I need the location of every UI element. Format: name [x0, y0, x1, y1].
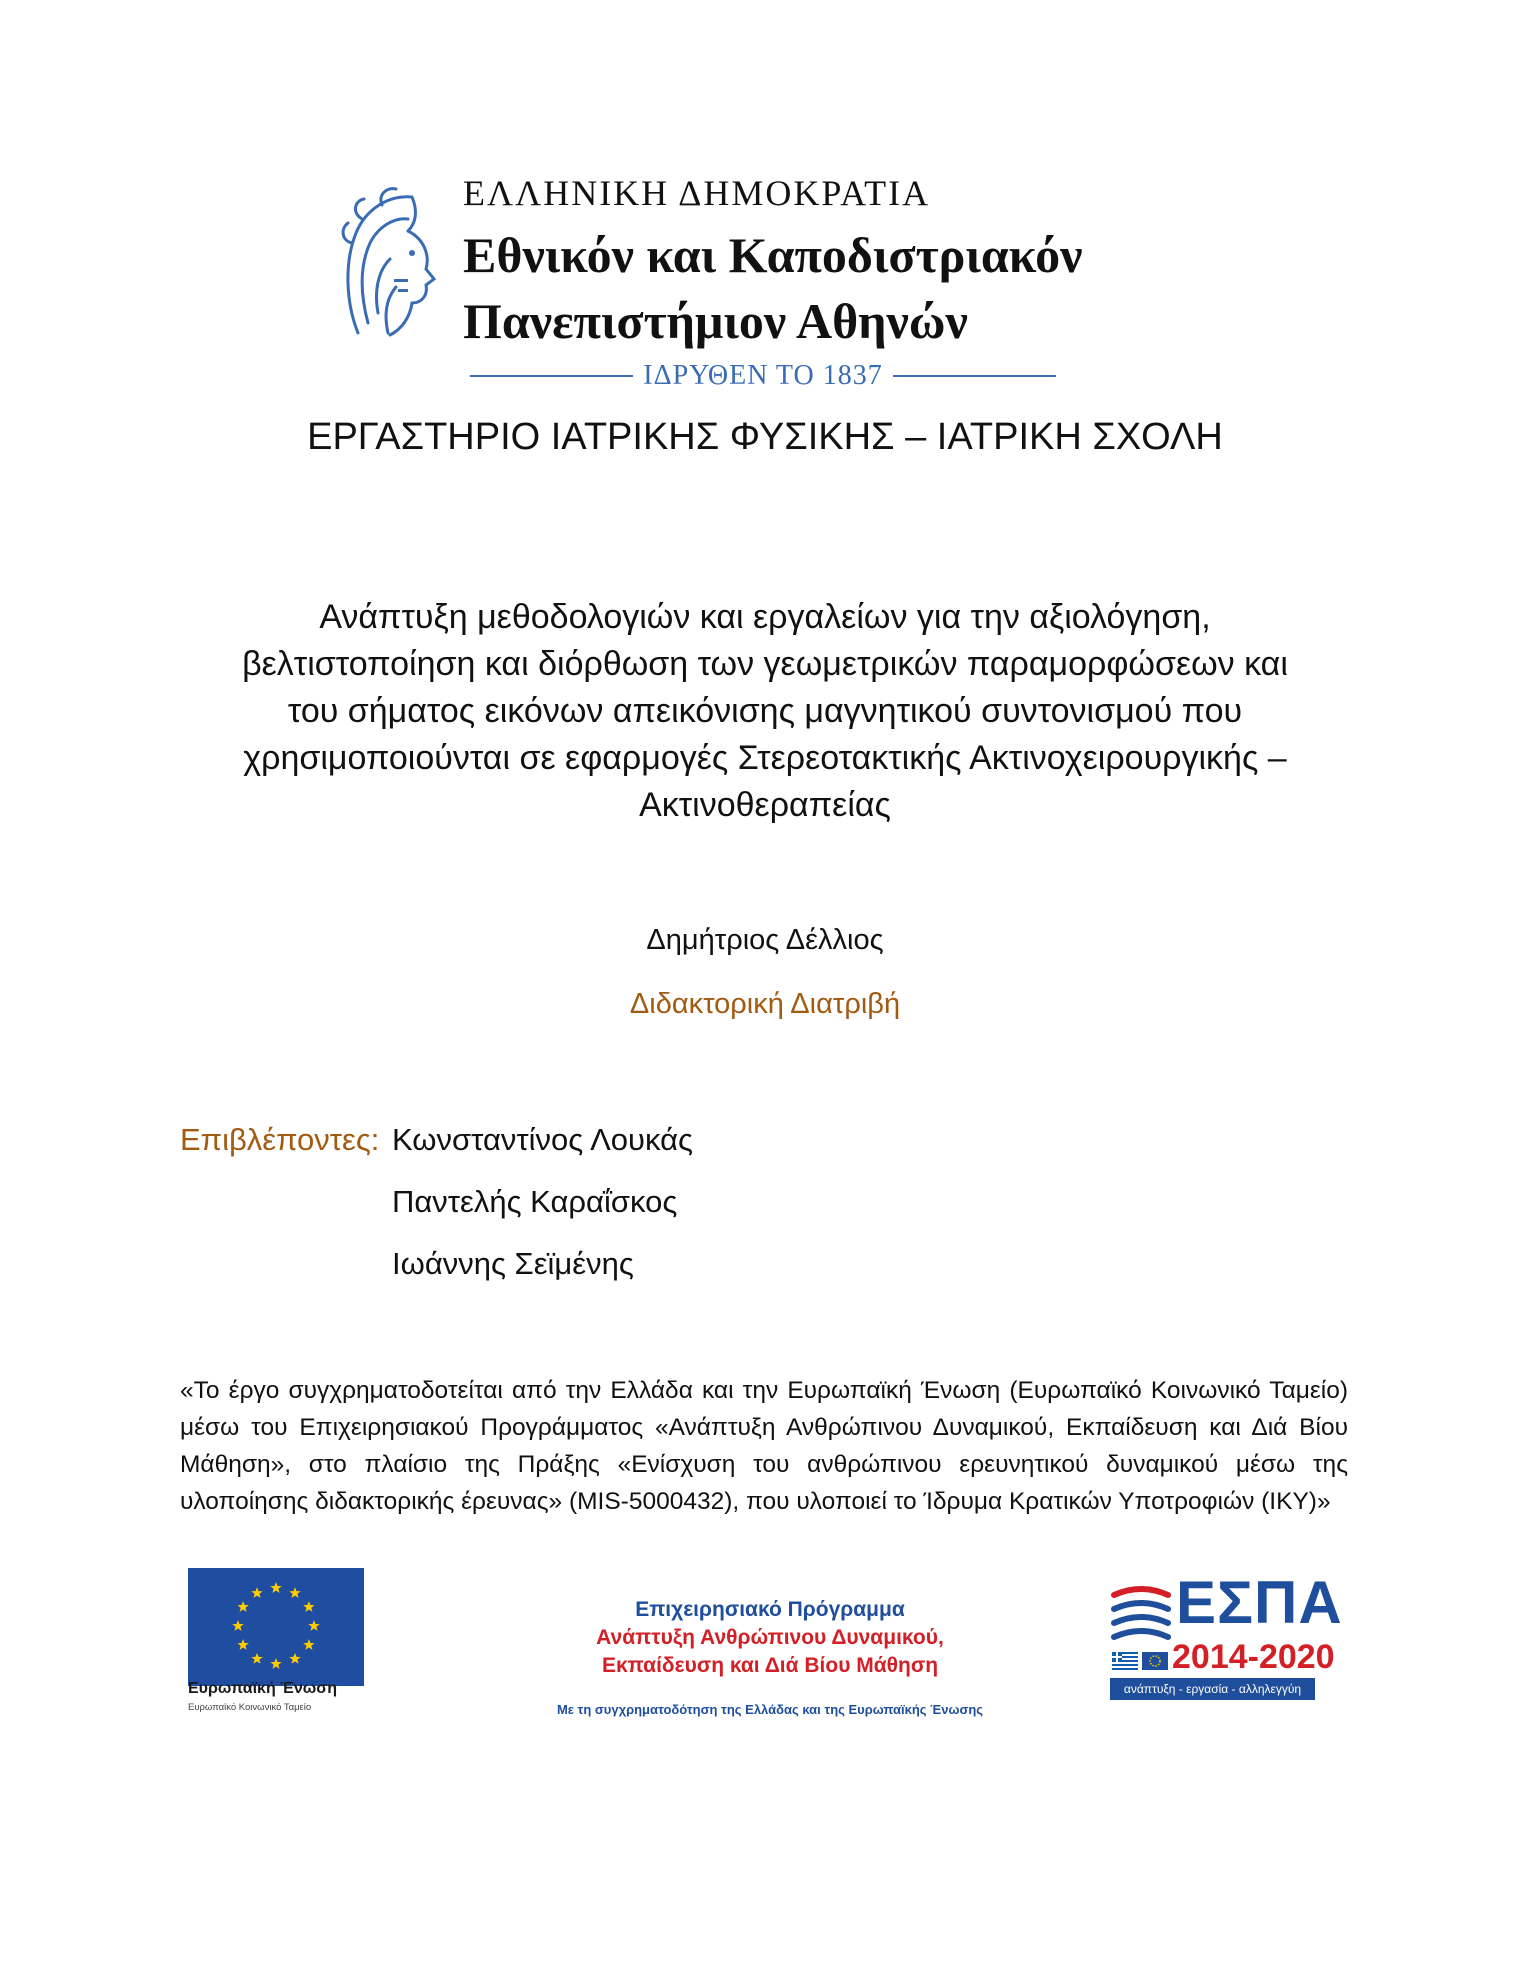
- espa-slogan: ανάπτυξη - εργασία - αλληλεγγύη: [1110, 1678, 1315, 1700]
- espa-years: 2014-2020: [1172, 1638, 1335, 1676]
- supervisor-name: Παντελής Καραΐσκος: [392, 1184, 678, 1219]
- funding-statement: «Το έργο συγχρηματοδοτείται από την Ελλάδα και την Ευρωπαϊκή Ένωση (Ευρωπαϊκό Κοινωνικό Ταμείο) μέσω του Επιχειρησιακού Προγράμματος «Ανάπτυξη Ανθρώπινου Δυναμικού, Εκπαίδευση και Διά Βίου Μάθηση», στο πλαίσιο της Πράξης «Ενίσχυση του ανθρώπινου ερευνητικού δυναμικού μέσω της υλοποίησης διδακτορικής έρευνας» (MIS-5000432), που υλοποιεί το Ίδρυμα Κρατικών Υποτροφιών (ΙΚΥ)»: [180, 1377, 1348, 1515]
- espa-waves-icon: [1110, 1585, 1172, 1643]
- supervisor-name: Κωνσταντίνος Λουκάς: [392, 1122, 693, 1157]
- athena-head-icon: [338, 183, 446, 343]
- op-name-line1: Ανάπτυξη Ανθρώπινου Δυναμικού,: [596, 1626, 944, 1649]
- author-name: Δημήτριος Δέλλιος: [646, 924, 884, 956]
- eu-flag-small-icon: [1142, 1652, 1168, 1670]
- republic-name: ΕΛΛΗΝΙΚΗ ΔΗΜΟΚΡΑΤΙΑ: [463, 173, 931, 213]
- founded-rule-right: [893, 375, 1056, 377]
- espa-logo-text: ΕΣΠΑ: [1176, 1569, 1343, 1636]
- thesis-title-line: Ακτινοθεραπείας: [639, 786, 891, 824]
- thesis-title-line: του σήματος εικόνων απεικόνισης μαγνητικού συντονισμού που: [287, 692, 1243, 730]
- eu-subcaption: Ευρωπαϊκό Κοινωνικό Ταμείο: [188, 1702, 312, 1713]
- thesis-title: [150, 594, 1380, 829]
- thesis-title-line: χρησιμοποιούνται σε εφαρμογές Στερεοτακτικής Ακτινοχειρουργικής –: [243, 739, 1287, 777]
- op-cofunding: Με τη συγχρηματοδότηση της Ελλάδας και της Ευρωπαϊκής Ένωσης: [556, 1702, 984, 1717]
- university-name-line2: Πανεπιστήμιον Αθηνών: [463, 293, 968, 349]
- lab-name: ΕΡΓΑΣΤΗΡΙΟ ΙΑΤΡΙΚΗΣ ΦΥΣΙΚΗΣ – ΙΑΤΡΙΚΗ ΣΧΟΛΗ: [307, 416, 1223, 458]
- thesis-title-line: βελτιστοποίηση και διόρθωση των γεωμετρικών παραμορφώσεων και: [242, 645, 1288, 683]
- university-name-line1: Εθνικόν και Καποδιστριακόν: [463, 227, 1083, 283]
- supervisors-label: Επιβλέποντες:: [180, 1122, 380, 1157]
- eu-caption: Ευρωπαϊκή Ένωση: [188, 1680, 337, 1697]
- founded-banner: [470, 356, 1056, 396]
- op-name-line2: Εκπαίδευση και Διά Βίου Μάθηση: [601, 1654, 939, 1677]
- eu-flag-icon: [188, 1568, 364, 1686]
- degree-type: Διδακτορική Διατριβή: [629, 988, 901, 1020]
- greek-flag-icon: [1112, 1652, 1138, 1670]
- founded-text: ΙΔΡΥΘΕΝ ΤΟ 1837: [643, 360, 883, 391]
- founded-rule-left: [470, 375, 633, 377]
- supervisor-name: Ιωάννης Σεϊμένης: [392, 1246, 634, 1281]
- op-title: Επιχειρησιακό Πρόγραμμα: [635, 1598, 905, 1621]
- thesis-title-line: Ανάπτυξη μεθοδολογιών και εργαλείων για την αξιολόγηση,: [319, 598, 1211, 636]
